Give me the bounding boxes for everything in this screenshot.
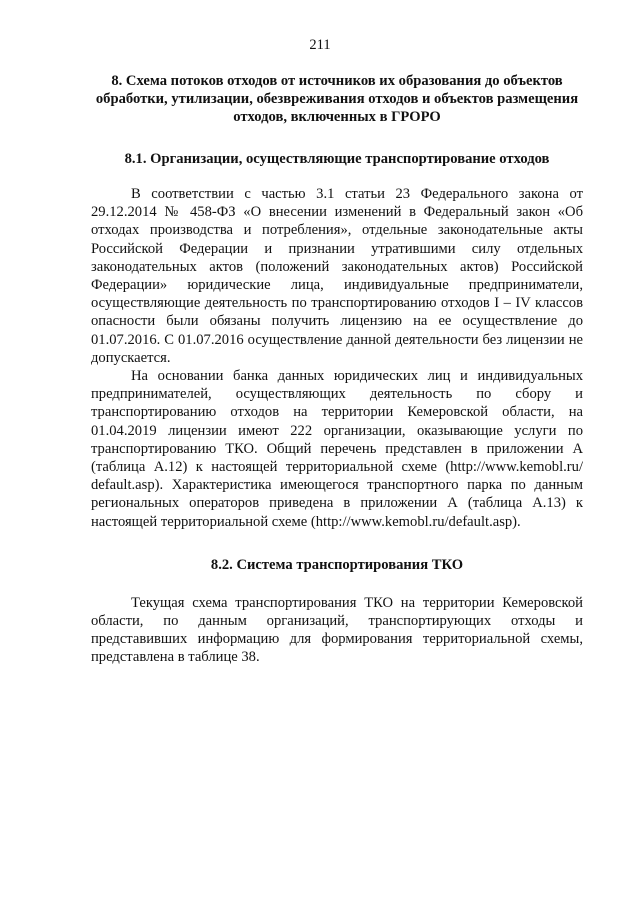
paragraph-transport-scheme: Текущая схема транспортирования ТКО на территории Кемеровской области, по данным организаций, транспортирующих отходы и представивших информацию для формирования территориальной схемы, представлена в таблице 38. [91,594,583,666]
page-content [91,72,583,667]
paragraph-licensing-law: В соответствии с частью 3.1 статьи 23 Федерального закона от 29.12.2014 № 458-ФЗ «О внесении изменений в Федеральный закон «Об отходах производства и потребления», отдельные законодательные акты Российской Федерации и признании утратившими силу отдельных законодательных актов (положений законодательных актов) Российской Федерации» юридические лица, индивидуальные предприниматели, осуществляющие деятельность по транспортированию отходов I – IV классов опасности были обязаны получить лицензию на ее осуществление до 01.07.2016. С 01.07.2016 осуществление данной деятельности без лицензии не допускается. [91,186,583,366]
subsection-heading-8-1: 8.1. Организации, осуществляющие транспортирование отходов [124,151,550,167]
subsection-heading-8-2: 8.2. Система транспортирования ТКО [210,556,464,573]
paragraph-licensed-organizations: На основании банка данных юридических лиц и индивидуальных предпринимателей, осуществляющих деятельность по сбору и транспортированию отходов на территории Кемеровской области, на 01.04.2019 лицензии имеют 222 организации, оказывающие услуги по транспортированию ТКО. Общий перечень представлен в приложении А (таблица А.12) к настоящей территориальной схеме (http://www.kemobl.ru/ default.asp). Характеристика имеющегося транспортного парка по данным региональных операторов приведена в приложении А (таблица А.13) к настоящей территориальной схеме (http://www.kemobl.ru/default.asp). [91,368,583,530]
section-heading: 8. Схема потоков отходов от источников их образования до объектов обработки, утилизации, обезвреживания отходов и объектов размещения отходов, включенных в ГРОРО [95,73,579,125]
page-number: 211 [309,37,331,53]
